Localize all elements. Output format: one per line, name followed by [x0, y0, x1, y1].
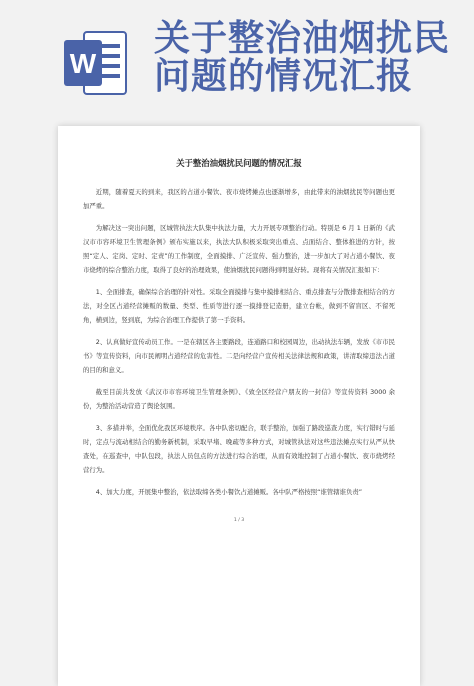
- banner: [0, 0, 474, 110]
- document-title: 关于整治油烟扰民问题的情况汇报: [176, 158, 302, 168]
- page-number: 1 / 3: [233, 518, 245, 523]
- paragraph: 近期，随着夏天的到来，我区的占道小餐饮、夜市烧烤摊点也逐渐增多，由此带来的油烟扰民等问题也更加严重。: [83, 188, 395, 210]
- word-document-icon: [62, 30, 128, 96]
- paragraph: 为解决这一突出问题，区城管执法大队集中执法力量，大力开展专项整治行动。特别是 6 月 1 日新的《武汉市市容环境卫生管理条例》颁布实施以来，执法大队积极采取突出重点、点面结合、整体推进的方针，按照“定人、定岗、定时、定责”的工作制度，全面摸排、广泛宣传、强力整治，进一步加大了对占道小餐饮、夜市烧烤的综合整治力度，取得了良好的治理效果，使油烟扰民问题得到明显好转。现将有关情况汇报如下：: [83, 224, 395, 274]
- paragraph: 4、加大力度，开展集中整治，依法取缔各类小餐饮占道摊贩。各中队严格按照“谁管辖谁负责”: [95, 488, 363, 496]
- document-body: [83, 185, 395, 507]
- banner-title-line2: 问题的情况汇报: [154, 56, 414, 97]
- banner-title: [154, 20, 464, 96]
- document-page: [58, 126, 420, 686]
- paragraph: 截至目前共发放《武汉市市容环境卫生管理条例》、《致全区经营户朋友的一封信》等宣传资料 3000 余份，为整治活动营造了舆论氛围。: [83, 388, 395, 410]
- word-icon-letter: W: [69, 48, 97, 79]
- banner-title-line1: 关于整治油烟扰民: [154, 18, 451, 59]
- paragraph: 3、多措并举，全面优化我区环境秩序。各中队密切配合，联手整治，加强了路段巡查力度，实行错时与延时，定点与流动相结合的勤务新机制，采取早堵、晚疏等多种方式，对城管执法对这些违法摊点实行从严从快查处，在巡查中，中队包段，执法人员包点的方法进行综合治理，从而有效地控制了占道小餐饮、夜市烧烤经营行为。: [83, 424, 395, 474]
- paragraph: 1、全面排查，确保综合治理的针对性。采取全面摸排与集中摸排相结合、重点排查与分散排查相结合的方法，对全区占道经营摊贩的数量、类型、性质等进行逐一摸排登记造册，建立台帐，做到不留盲区、不留死角，横到边，竖到底，为综合治理工作提供了第一手资料。: [83, 288, 395, 324]
- paragraph: 2、认真做好宣传动员工作。一是在辖区各主要路段，连通路口和校园周边，出动执法车辆，发放《市市民书》等宣传资料，向市民阐明占道经营的危害性。二是向经营户宣传相关法律法规和政策，讲清取缔违法占道的目的和意义。: [83, 338, 395, 374]
